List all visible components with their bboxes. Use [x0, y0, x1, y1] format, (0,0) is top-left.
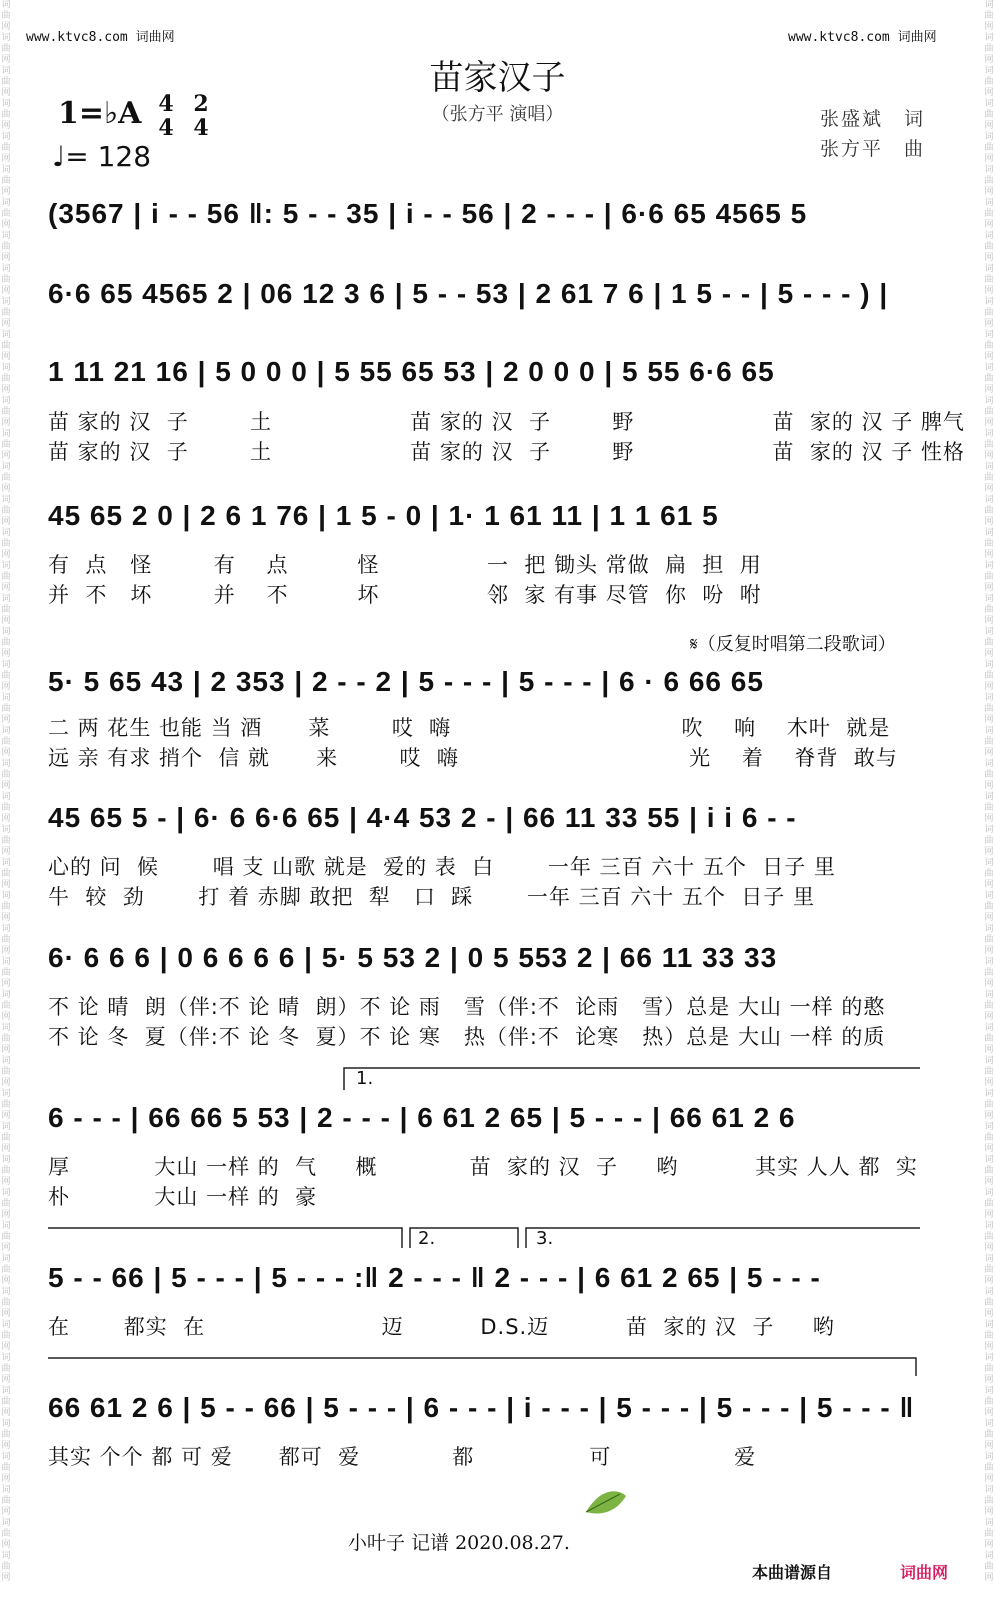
scribe-credit: 小叶子 记谱 2020.08.27.: [348, 1532, 570, 1554]
notation-row-1: (3567 | i - - 56 ‖: 5 - - 35 | i - - 56 | 2 - - - | 6·6 65 4565 5: [48, 198, 808, 229]
lyric-row-6-verse-1: 心的 问 候 唱 支 山歌 就是 爱的 表 白 一年 三百 六十 五个 日子 里: [48, 855, 836, 879]
source-brand: 词曲网: [900, 1563, 949, 1582]
meter1-bottom: 4: [158, 115, 174, 141]
lyric-row-8-verse-2: 朴 大山 一样 的 豪: [48, 1185, 318, 1209]
lyric-row-6-verse-2: 牛 较 劲 打 着 赤脚 敢把 犁 口 踩 一年 三百 六十 五个 日子 里: [48, 885, 815, 909]
notation-row-4: 45 65 2 0 | 2 6 1 76 | 1 5 - 0 | 1· 1 61 11 | 1 1 61 5: [48, 500, 719, 531]
notation-row-6: 45 65 5 - | 6· 6 6·6 65 | 4·4 53 2 - | 66 11 33 55 | i i 6 - -: [48, 802, 797, 833]
volta-3-label: 3.: [536, 1228, 554, 1249]
lyric-row-5-verse-2: 远 亲 有求 捎个 信 就 来 哎 嗨 光 着 脊背 敢与: [48, 746, 898, 770]
dal-segno-note: 𝄋（反复时唱第二段歌词）: [690, 634, 896, 655]
notation-row-8: 6 - - - | 66 66 5 53 | 2 - - - | 6 61 2 65 | 5 - - - | 66 61 2 6: [48, 1102, 796, 1133]
watermark-strip-left: 词曲网 词曲网 词曲网 词曲网 词曲网 词曲网 词曲网 词曲网 词曲网 词曲网 词曲网 词曲网 词曲网 词曲网 词曲网 词曲网 词曲网 词曲网 词曲网 词曲网 词曲网 词曲网 词曲网 词曲网 词曲网 词曲网 词曲网 词曲网 词曲网 词曲网 词曲网 词曲网 词曲网 词曲网 词曲网 词曲网 词曲网 词曲网 词曲网 词曲网 词曲网 词曲网 词曲网 词曲网 词曲网 词曲网 词曲网 词曲网: [1, 0, 11, 1583]
lyric-row-9: 在 都实 在 迈 D.S.迈 苗 家的 汉 子 哟: [48, 1315, 835, 1339]
lyric-row-3-verse-2: 苗 家的 汉 子 土 苗 家的 汉 子 野 苗 家的 汉 子 性格: [48, 440, 965, 464]
lyric-row-4-verse-2: 并 不 坏 并 不 坏 邻 家 有事 尽管 你 吩 咐: [48, 583, 762, 607]
site-watermark-left: www.ktvc8.com 词曲网: [26, 30, 175, 45]
lyric-row-8-verse-1: 厚 大山 一样 的 气 概 苗 家的 汉 子 哟 其实 人人 都 实: [48, 1155, 918, 1179]
volta-2-label: 2.: [418, 1228, 436, 1249]
meter2-top: 2: [193, 91, 209, 117]
notation-row-5: 5· 5 65 43 | 2 353 | 2 - - 2 | 5 - - - | 5 - - - | 6 · 6 66 65: [48, 666, 764, 697]
key-signature: 1=♭A: [58, 96, 142, 131]
notation-row-7: 6· 6 6 6 | 0 6 6 6 6 | 5· 5 53 2 | 0 5 553 2 | 66 11 33 33: [48, 942, 778, 973]
source-label: 本曲谱源自: [752, 1563, 833, 1582]
lyric-row-10: 其实 个个 都 可 爱 都可 爱 都 可 爱: [48, 1445, 757, 1469]
lyricist-credit: 张盛斌 词: [820, 108, 926, 130]
watermark-strip-right: 词曲网 词曲网 词曲网 词曲网 词曲网 词曲网 词曲网 词曲网 词曲网 词曲网 词曲网 词曲网 词曲网 词曲网 词曲网 词曲网 词曲网 词曲网 词曲网 词曲网 词曲网 词曲网 词曲网 词曲网 词曲网 词曲网 词曲网 词曲网 词曲网 词曲网 词曲网 词曲网 词曲网 词曲网 词曲网 词曲网 词曲网 词曲网 词曲网 词曲网 词曲网 词曲网 词曲网 词曲网 词曲网 词曲网 词曲网 词曲网: [984, 0, 994, 1583]
tempo-marking: ♩= 128: [52, 140, 152, 173]
song-title: 苗家汉子: [429, 58, 566, 98]
lyric-row-4-verse-1: 有 点 怪 有 点 怪 一 把 锄头 常做 扁 担 用: [48, 553, 762, 577]
composer-credit: 张方平 曲: [820, 138, 926, 160]
meter2-bottom: 4: [193, 115, 209, 141]
lyric-row-5-verse-1: 二 两 花生 也能 当 酒 菜 哎 嗨 吹 响 木叶 就是: [48, 716, 891, 740]
volta-1-label: 1.: [356, 1068, 374, 1089]
notation-row-2: 6·6 65 4565 2 | 06 12 3 6 | 5 - - 53 | 2 61 7 6 | 1 5 - - | 5 - - - ) |: [48, 278, 889, 309]
site-watermark-right: www.ktvc8.com 词曲网: [788, 30, 937, 45]
lyric-row-3-verse-1: 苗 家的 汉 子 土 苗 家的 汉 子 野 苗 家的 汉 子 脾气: [48, 410, 965, 434]
notation-row-10: 66 61 2 6 | 5 - - 66 | 5 - - - | 6 - - - | i - - - | 5 - - - | 5 - - - | 5 - - - ‖: [48, 1392, 915, 1423]
singer-subtitle: （张方平 演唱）: [431, 104, 564, 125]
lyric-row-7-verse-2: 不 论 冬 夏（伴:不 论 冬 夏）不 论 寒 热（伴:不 论寒 热）总是 大山 一样 的质: [48, 1025, 886, 1049]
notation-row-3: 1 11 21 16 | 5 0 0 0 | 5 55 65 53 | 2 0 0 0 | 5 55 6·6 65: [48, 356, 775, 387]
meter1-top: 4: [158, 91, 174, 117]
lyric-row-7-verse-1: 不 论 晴 朗（伴:不 论 晴 朗）不 论 雨 雪（伴:不 论雨 雪）总是 大山 一样 的憨: [48, 995, 886, 1019]
notation-row-9: 5 - - 66 | 5 - - - | 5 - - - :‖ 2 - - - ‖ 2 - - - | 6 61 2 65 | 5 - - -: [48, 1262, 821, 1293]
